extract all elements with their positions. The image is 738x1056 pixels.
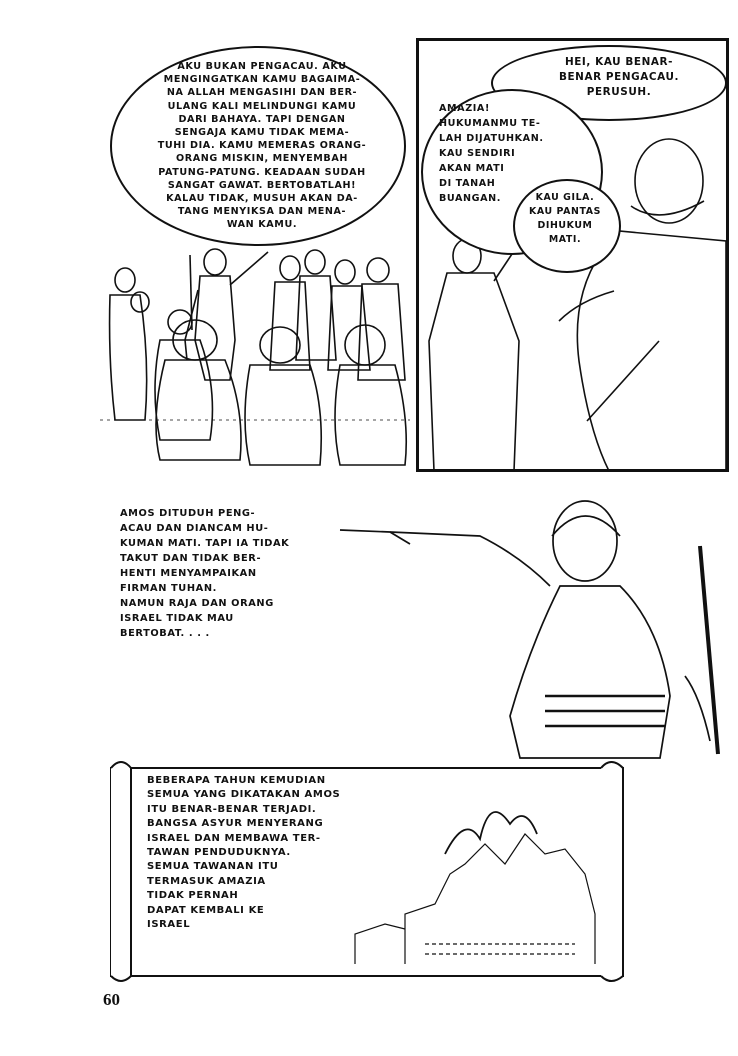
speech-text-amazia-right: KAU GILA. KAU PANTAS DIHUKUM MATI. [529, 192, 601, 245]
speech-text-amos: AKU BUKAN PENGACAU. AKU MENGINGATKAN KAMU BAGAIMA- NA ALLAH MENGASIHI DAN BER- ULANG KALI MELINDUNGI KAMU DARI BAHAYA. TAPI DENGAN SENGAJA KAMU TIDAK MEMA- TUHI DIA. KAMU MEMERAS ORANG- ORANG MISKIN, MENYEMBAH PATUNG-PATUNG. KEADAAN SUDAH SANGAT GAWAT. BERTOBATLAH! KALAU TIDAK, MUSUH AKAN DA- TANG MENYIKSA DAN MENA- WAN KAMU. [157, 61, 367, 231]
caption-text-assyria: BEBERAPA TAHUN KEMUDIAN SEMUA YANG DIKATAKAN AMOS ITU BENAR-BENAR TERJADI. BANGSA ASYUR MENYERANG ISRAEL DAN MEMBAWA TER- TAWAN PENDUDUKNYA. SEMUA TAWANAN ITU TERMASUK AMAZIA TIDAK PERNAH DAPAT KEMBALI KE ISRAEL [147, 775, 341, 931]
amos-pointing-illustration [330, 496, 730, 758]
panel-4-scroll [105, 754, 633, 984]
panel-2 [416, 38, 729, 472]
page-number: 60 [103, 990, 120, 1009]
caption-text-amos-accused: AMOS DITUDUH PENG- ACAU DAN DIANCAM HU- KUMAN MATI. TAPI IA TIDAK TAKUT DAN TIDAK BER- HENTI MENYAMPAIKAN FIRMAN TUHAN. NAMUN RAJA DAN ORANG ISRAEL TIDAK MAU BERTOBAT. . . . [120, 508, 290, 639]
panel-1 [100, 40, 410, 470]
speech-text-amos-verdict: AMAZIA! HUKUMANMU TE- LAH DIJATUHKAN. KAU SENDIRI AKAN MATI DI TANAH BUANGAN. [439, 103, 544, 204]
speech-text-amazia-top: HEI, KAU BENAR- BENAR PENGACAU. PERUSUH. [558, 56, 680, 98]
panel-3 [110, 496, 730, 758]
